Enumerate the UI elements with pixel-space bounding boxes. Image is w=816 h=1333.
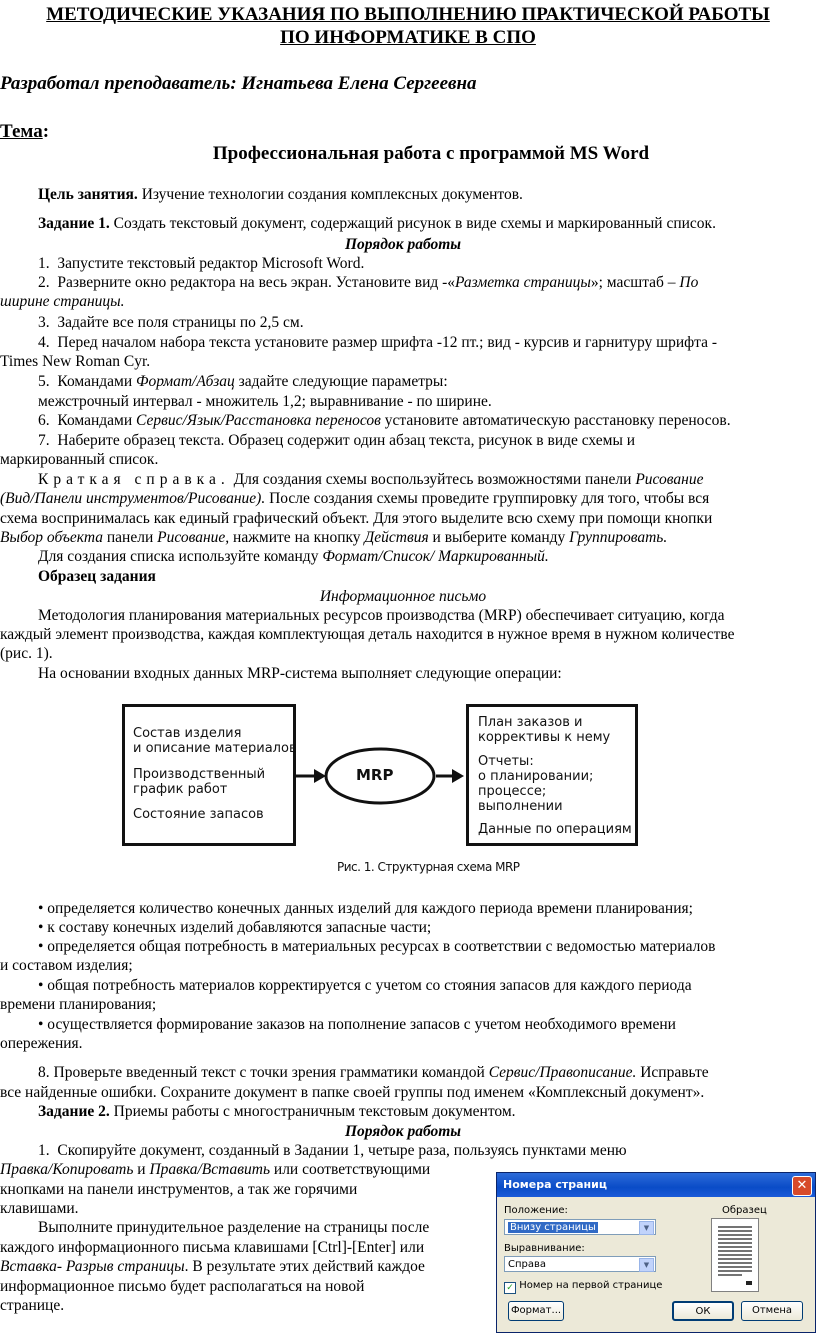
chevron-down-icon[interactable]: ▼ [639,1258,654,1272]
note-label: Краткая справка. [38,471,230,488]
note-line5 [0,547,816,566]
bullet-4-cont: времени планирования; [0,996,157,1013]
step6-text-b: Сервис/Язык/Расстановка переносов [136,412,381,429]
task2-text: Приемы работы с многостраничным текстовым документом. [109,1103,516,1120]
note-text-1b: Рисование [635,471,704,488]
task2-step1 [0,1141,816,1160]
bullet-3: • определяется общая потребность в материальных ресурсах в соответствии с ведомостью материалов [38,938,716,955]
position-label: Положение: [504,1205,568,1216]
note-text-5a: Для создания списка используйте команду [38,548,323,565]
step5-text-b: Формат/Абзац [136,373,235,390]
step7-cont: маркированный список. [0,451,159,468]
step2-text-b: Разметка страницы [455,274,591,291]
sample-paragraph-line1: Методология планирования материальных ресурсов производства (MRP) обеспечивает ситуацию, когда [38,607,725,624]
position-select[interactable] [504,1219,656,1235]
note-text-4f: и выберите команду [428,529,570,546]
step5-text-c: задайте следующие параметры: [234,373,448,390]
task1-text: Создать текстовый документ, содержащий рисунок в виде схемы и маркированный список. [109,215,716,232]
topic-colon: : [42,121,50,142]
task2-text-7a: Вставка- Разрыв страницы [0,1258,185,1275]
note-text-4d: нажмите на кнопку [229,529,365,546]
step6-num: 6. [38,412,50,429]
note-line2 [0,489,806,508]
task2-order-heading: Порядок работы [344,1123,462,1140]
diagram-right-text6: выполнении [478,799,563,814]
diagram-center-text: MRP [356,766,394,784]
step6-text-c: установите автоматическую расстановку переносов. [380,412,731,429]
task2-text-2d: или соответствующими [270,1161,431,1178]
diagram-right-text1: План заказов и [478,715,583,730]
sample-paragraph-line4: На основании входных данных MRP-система выполняет следующие операции: [38,665,562,682]
preview-lines-icon [712,1219,758,1291]
step2-num: 2. [38,274,50,291]
note-text-2a: (Вид/Панели инструментов/Рисование). [0,490,266,507]
dialog-title: Номера страниц [503,1178,607,1191]
goal-line [0,185,816,204]
close-icon[interactable]: ✕ [792,1176,812,1196]
task2-line5: Выполните принудительное разделение на страницы после [38,1219,430,1236]
step2 [0,273,816,292]
step8-text-a: 8. Проверьте введенный текст с точки зрения грамматики командой [38,1064,489,1081]
topic-title: Профессиональная работа с программой MS Word [212,143,650,164]
goal-label: Цель занятия. [38,186,138,203]
step5-text-a: Командами [57,373,137,390]
document-title-line1: МЕТОДИЧЕСКИЕ УКАЗАНИЯ ПО ВЫПОЛНЕНИЮ ПРАКТИЧЕСКОЙ РАБОТЫ [46,4,770,25]
step1-num: 1. [38,255,50,272]
bullet-5: • осуществляется формирование заказов на пополнение запасов с учетом необходимого времени [38,1016,676,1033]
step6 [0,411,816,430]
task2-text-2b: и [133,1161,150,1178]
diagram-left-text5: Состояние запасов [133,807,264,822]
diagram-left-text1: Состав изделия [133,726,242,741]
task2-line [0,1102,816,1121]
note-text-4a: Выбор объекта [0,529,103,546]
diagram-left-text4: график работ [133,782,228,797]
first-page-checkbox[interactable]: ✓ [504,1282,516,1294]
note-text-2b: После создания схемы проведите группировку для того, чтобы вся [265,490,710,507]
position-select-value: Внизу страницы [510,1222,596,1233]
task1-label: Задание 1. [38,215,110,232]
step2-text-d: По [679,274,699,291]
step4-num: 4. [38,334,50,351]
diagram-right-text3: Отчеты: [478,754,534,769]
dialog-titlebar [497,1173,815,1197]
alignment-select[interactable] [504,1256,656,1272]
task2-line3: кнопками на панели инструментов, а так же горячими [0,1181,358,1198]
step5 [0,372,816,391]
sample-paragraph-line3: (рис. 1). [0,645,53,662]
step6-text-a: Командами [57,412,137,429]
ok-button[interactable]: ОК [672,1301,734,1321]
preview-label: Образец [722,1205,767,1216]
arrow-right-head [452,769,464,783]
step4-text: Перед началом набора текста установите размер шрифта -12 пт.; вид - курсив и гарнитуру шрифта - [57,334,718,351]
author-line: Разработал преподаватель: Игнатьева Елена Сергеевна [0,73,477,94]
step3 [0,313,816,332]
step3-num: 3. [38,314,50,331]
step5-num: 5. [38,373,50,390]
task1-order-heading: Порядок работы [344,236,462,253]
task2-text-2c: Правка/Вставить [149,1161,271,1178]
bullet-3-cont: и составом изделия; [0,957,133,974]
step2-text-a: Разверните окно редактора на весь экран. Установите вид -« [57,274,456,291]
note-text-4e: Действия [364,529,429,546]
diagram-right-text7: Данные по операциям [478,822,632,837]
step3-text: Задайте все поля страницы по 2,5 см. [57,314,304,331]
diagram-connectors [0,690,816,880]
alignment-label: Выравнивание: [504,1243,585,1254]
chevron-down-icon[interactable]: ▼ [639,1221,654,1235]
bullet-2: • к составу конечных изделий добавляются запасные части; [38,919,432,936]
diagram-left-text2: и описание материалов [133,741,297,756]
note-text-4b: панели [103,529,158,546]
first-page-checkbox-label: Номер на первой странице [519,1280,663,1291]
note-text-4c: Рисование, [157,529,230,546]
page-numbers-dialog [496,1172,816,1333]
diagram-caption: Рис. 1. Структурная схема MRP [337,860,520,874]
task2-line4: клавишами. [0,1200,79,1217]
task2-text-2a: Правка/Копировать [0,1161,134,1178]
note-text-1a: Для создания схемы воспользуйтесь возможностями панели [229,471,636,488]
note-line1 [0,470,816,489]
task2-text-7b: . В результате этих действий каждое [184,1258,425,1275]
task2-step1-num: 1. [38,1142,50,1159]
step4 [0,333,816,352]
task2-label: Задание 2. [38,1103,110,1120]
note-line4 [0,528,806,547]
cancel-button[interactable]: Отмена [741,1301,803,1321]
arrow-left-head [314,769,326,783]
step8-text-b: Сервис/Правописание. [488,1064,637,1081]
topic-label: Тема [0,121,43,142]
alignment-select-value: Справа [508,1259,547,1270]
task2-step1-text: Скопируйте документ, созданный в Задании 1, четыре раза, пользуясь пунктами меню [57,1142,627,1159]
bullet-4: • общая потребность материалов корректируется с учетом со стояния запасов для каждого периода [38,977,692,994]
step8-text-c: Исправьте [636,1064,709,1081]
sample-label: Образец задания [38,568,156,585]
bullet-1: • определяется количество конечных данных изделий для каждого периода времени планирования; [38,900,693,917]
diagram-right-text5: процессе; [478,784,547,799]
diagram-right-text4: о планировании; [478,769,594,784]
sample-paragraph-line2: каждый элемент производства, каждая комплектующая деталь находится в нужное время в нужном количестве [0,626,735,643]
step8-line2: все найденные ошибки. Сохраните документ в папке своей группы под именем «Комплексный документ». [0,1084,705,1101]
step1-text: Запустите текстовый редактор Microsoft Word. [57,255,365,272]
bullet-5-cont: опережения. [0,1035,83,1052]
step8-line1 [0,1063,816,1082]
step7-text: Наберите образец текста. Образец содержит один абзац текста, рисунок в виде схемы и [57,432,636,449]
first-page-number-row[interactable] [504,1280,662,1294]
mrp-diagram [0,690,816,880]
document-title-line2: ПО ИНФОРМАТИКЕ В СПО [280,27,536,48]
step1 [0,254,816,273]
note-text-5b: Формат/Список/ Маркированный. [322,548,549,565]
format-button[interactable]: Формат... [508,1301,564,1321]
diagram-right-text2: коррективы к нему [478,730,611,745]
step2-cont: ширине страницы. [0,293,125,310]
diagram-left-text3: Производственный [133,767,266,782]
task2-line6: каждого информационного письма клавишами [Ctrl]-[Enter] или [0,1239,425,1256]
step7-num: 7. [38,432,50,449]
step7 [0,431,816,450]
step2-text-c: »; масштаб – [590,274,680,291]
step5-cont: межстрочный интервал - множитель 1,2; выравнивание - по ширине. [38,393,492,410]
topic-heading [0,121,49,143]
note-text-4g: Группировать. [569,529,668,546]
step4-cont: Times New Roman Cyr. [0,353,151,370]
task2-line8: информационное письмо будет располагаться на новой [0,1278,365,1295]
goal-text: Изучение технологии создания комплексных документов. [137,186,523,203]
task2-line9: странице. [0,1297,65,1314]
task1-line [0,214,816,233]
preview-page [711,1218,759,1292]
note-line3: схема воспринималась как единый графический объект. Для этого выделите всю схему при помощи кнопки [0,510,713,527]
sample-subtitle: Информационное письмо [319,588,487,605]
